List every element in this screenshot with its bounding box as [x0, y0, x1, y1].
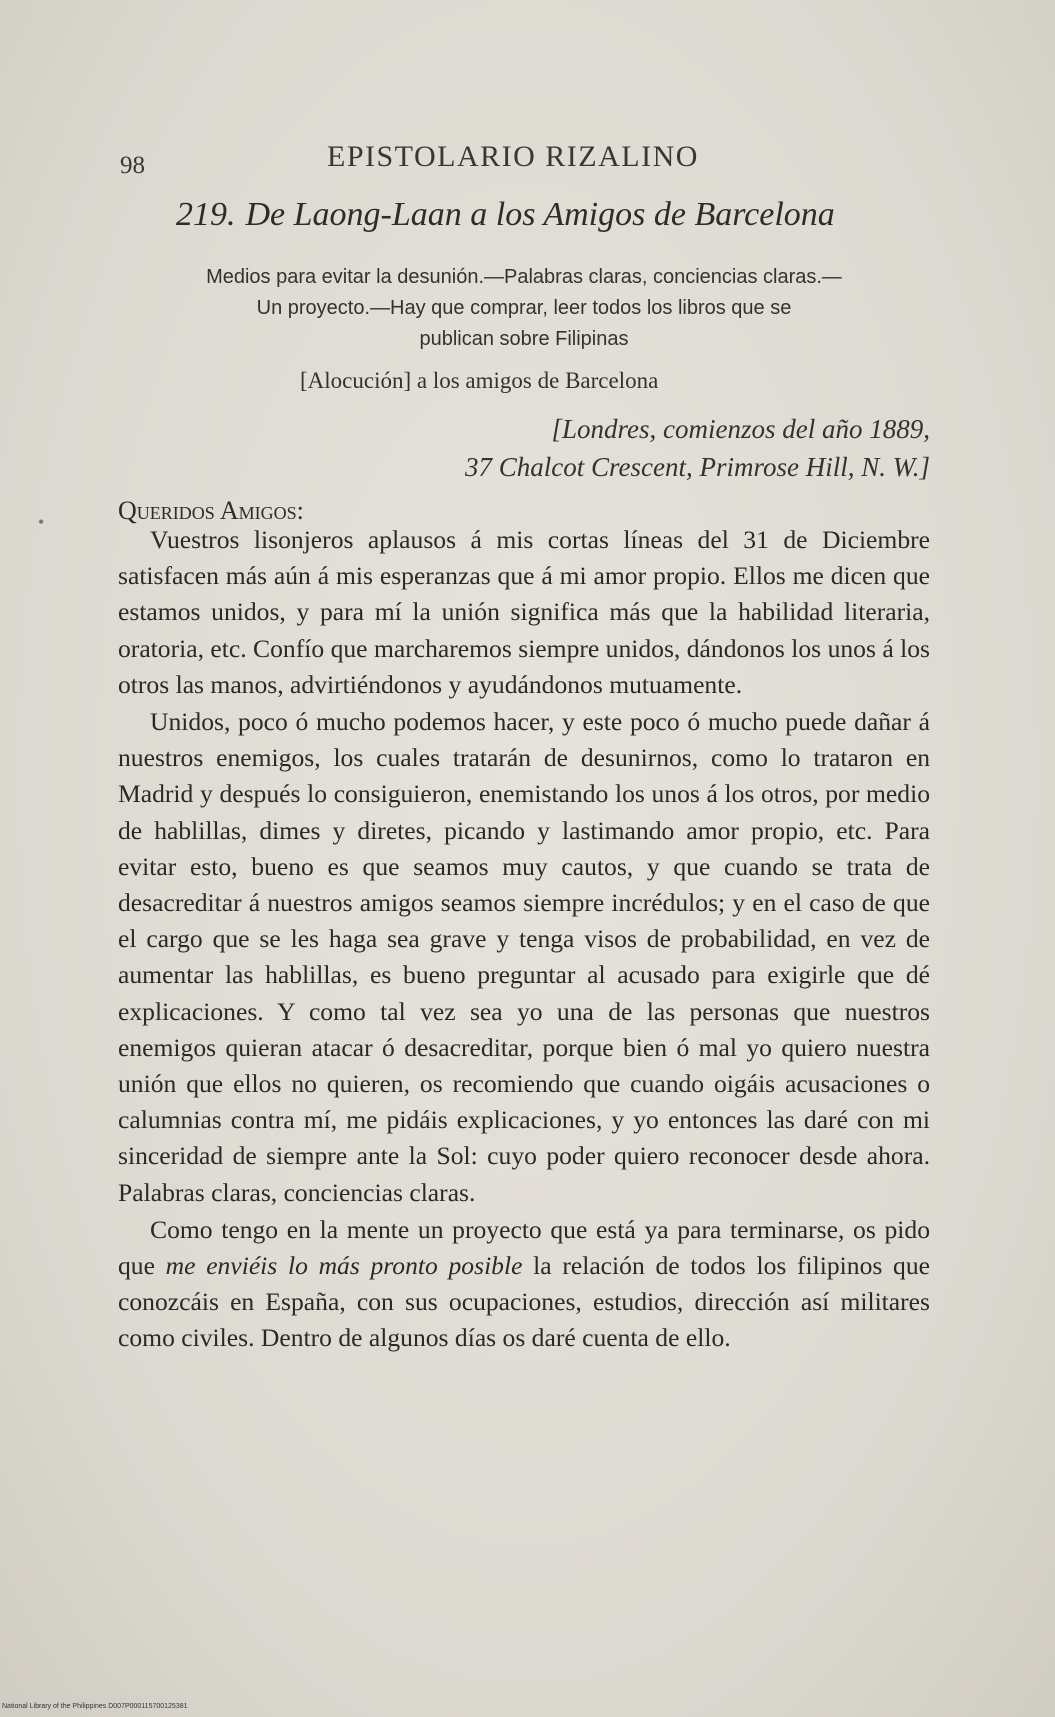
- place-date: [360, 410, 930, 486]
- place-date-line: 37 Chalcot Crescent, Primrose Hill, N. W.]: [465, 452, 930, 482]
- page-header: [120, 138, 710, 182]
- letter-title-text: De Laong-Laan a los Amigos de Barcelona: [245, 196, 835, 233]
- summary-line: publican sobre Filipinas: [419, 328, 629, 350]
- letter-body: [118, 522, 930, 1357]
- place-date-line: [Londres, comienzos del año 1889,: [551, 414, 930, 444]
- body-paragraph: Vuestros lisonjeros aplausos á mis cortas líneas del 31 de Diciembre satisfacen más aún á mis esperanzas que á mi amor propio. Ellos me dicen que estamos unidos, y para mí la unión significa más que la habilidad literaria, oratoria, etc. Confío que marcharemos siempre unidos, dándonos los unos á los otros las manos, advirtiéndonos y ayudándonos mutuamente.: [118, 525, 930, 699]
- scan-credit: National Library of the Philippines D007P000115700125381: [2, 1703, 188, 1710]
- paragraph-text: Como tengo en la mente un proyecto que está ya para terminarse, os pido que: [118, 1214, 930, 1281]
- letter-summary: [118, 262, 930, 355]
- salutation: Queridos Amigos:: [118, 496, 304, 525]
- summary-line: Un proyecto.—Hay que comprar, leer todos los libros que se: [256, 297, 792, 319]
- letter-title: [176, 196, 835, 234]
- margin-mark: •: [38, 512, 45, 532]
- page-number: 98: [120, 152, 145, 179]
- letter-number: 219.: [176, 196, 236, 233]
- emphasized-text: me enviéis lo más pronto posible: [165, 1251, 523, 1281]
- body-paragraph: Unidos, poco ó mucho podemos hacer, y este poco ó mucho puede dañar á nuestros enemigos, los cuales tratarán de desunirnos, como lo trataron en Madrid y después lo consiguieron, enemistando los unos á los otros, por medio de hablillas, dimes y diretes, picando y lastimando amor propio, etc. Para evitar esto, bueno es que seamos muy cautos, y que cuando se trata de desacreditar á nuestros amigos seamos siempre incrédulos; y en el caso de que el cargo que se les haga sea grave y tenga visos de probabilidad, en vez de aumentar las hablillas, es bueno preguntar al acusado para exigirle que dé explicaciones. Y como tal vez sea yo una de las personas que nuestros enemigos quieran atacar ó desacreditar, porque bien ó mal yo quiero nuestra unión que ellos no quieren, os recomiendo que cuando oigáis acusaciones o calumnias contra mí, me pidáis explicaciones, y yo entonces las daré con mi sinceridad de siempre ante la Sol: cuyo poder quiero reconocer desde ahora. Palabras claras, conciencias claras.: [118, 707, 930, 1207]
- paragraph-text: la relación de todos los filipinos que conozcáis en España, con sus ocupaciones, estudios, dirección así militares como civiles. Dentro de algunos días os daré cuenta de ello.: [118, 1251, 930, 1353]
- body-paragraph: [118, 1212, 930, 1357]
- allocution-heading: [Alocución] a los amigos de Barcelona: [300, 368, 659, 393]
- running-title: EPISTOLARIO RIZALINO: [327, 140, 699, 173]
- summary-line: Medios para evitar la desunión.—Palabras claras, conciencias claras.—: [206, 266, 842, 288]
